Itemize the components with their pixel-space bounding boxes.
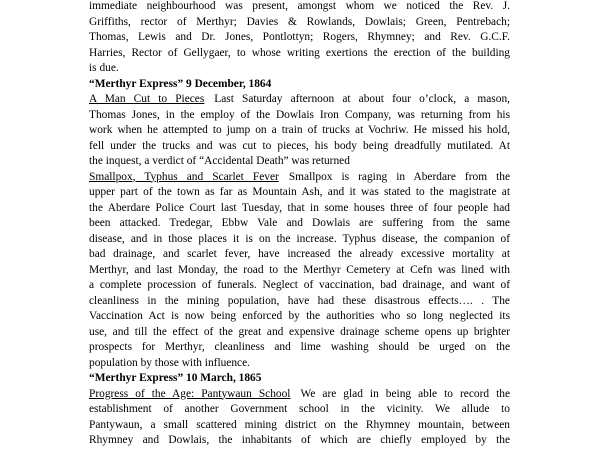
text-line: been attacked. Tredegar, Ebbw Vale and Dowlais are suffering from the same [89,217,510,229]
paragraph-attendees [89,0,510,77]
text-line: disease, and in those places it is on the increase. Typhus disease, the companion of [89,232,510,245]
text-line: establishment of another Government school in the vicinity. We allude to [89,403,510,415]
article-man-cut-to-pieces [89,92,510,170]
text-line: is due. [89,62,119,74]
text-line: work when he attempted to jump on a train of trucks at Vochriw. He missed his hold, [89,124,510,136]
text-line: immediate neighbourhood was present, amongst whom we noticed the Rev. J. [89,0,510,12]
text-line: upper part of the town as far as Mountain Ash, and it was stated to the magistrate at [89,186,510,198]
text-line [89,92,510,108]
text-line: Pantywaun, a small scattered mining district on the Rhymney mountain, between [89,418,510,431]
text-line [89,387,510,403]
newspaper-heading: “Merthyr Express” 9 December, 1864 [89,77,272,90]
text-line: use, and till the effect of the great and expensive drainage scheme opens up brighter [89,325,510,338]
text-line: Rhymney and Dowlais, the inhabitants of which are chiefly employed by the [89,434,510,446]
document-text [89,0,510,449]
text-line: population by those with influence. [89,356,251,369]
text-line: Griffiths, rector of Merthyr; Davies & Rowlands, Dowlais; Green, Pentrebach; [89,15,510,28]
article-title: Smallpox, Typhus and Scarlet Fever [89,170,279,183]
text-line: the inquest, a verdict of “Accidental Death” was returned [89,155,350,167]
text-line: Merthyr, and last Monday, the road to the Merthyr Cemetery at Cefn was lined with [89,263,510,276]
text-line: Harries, Rector of Gellygaer, to whose writing exertions the erection of the building [89,46,510,59]
text-line: cleanliness in the mining population, have had these disastrous effects…. . The [89,294,510,307]
text-line: Vaccination Act is now being enforced by the authorities who so long neglected its [89,310,510,322]
text-line: prospects for Merthyr, cleanliness and lime washing should be urged on the [89,341,510,353]
text-line: the Aberdare Police Court last Tuesday, that in some houses three of four people had [89,201,510,214]
text-line: a complete procession of funerals. Neglect of vaccination, bad drainage, and want of [89,279,510,291]
text-line [89,170,510,186]
text-line: bad drainage, and scarlet fever, have increased the already excessive mortality at [89,248,510,260]
text-line: Thomas Jones, in the employ of the Dowlais Iron Company, was returning from his [89,108,510,121]
newspaper-heading: “Merthyr Express” 10 March, 1865 [89,372,262,384]
text-line: fell under the trucks and was cut to pieces, his body being dreadfully mutilated. At [89,139,510,152]
text-line: Thomas, Lewis and Dr. Jones, Pontlottyn; Rogers, Rhymney; and Rev. G.C.F. [89,31,510,43]
text-segment: Last Saturday afternoon at about four o’clock, a mason, [214,93,510,105]
text-segment: Smallpox is raging in Aberdare from the [288,170,510,183]
article-title: A Man Cut to Pieces [89,93,205,105]
text-segment: We are glad in being able to record the [300,387,510,400]
article-smallpox [89,170,510,372]
article-pantywaun-school [89,387,510,449]
article-title: Progress of the Age: Pantywaun School [89,387,291,400]
